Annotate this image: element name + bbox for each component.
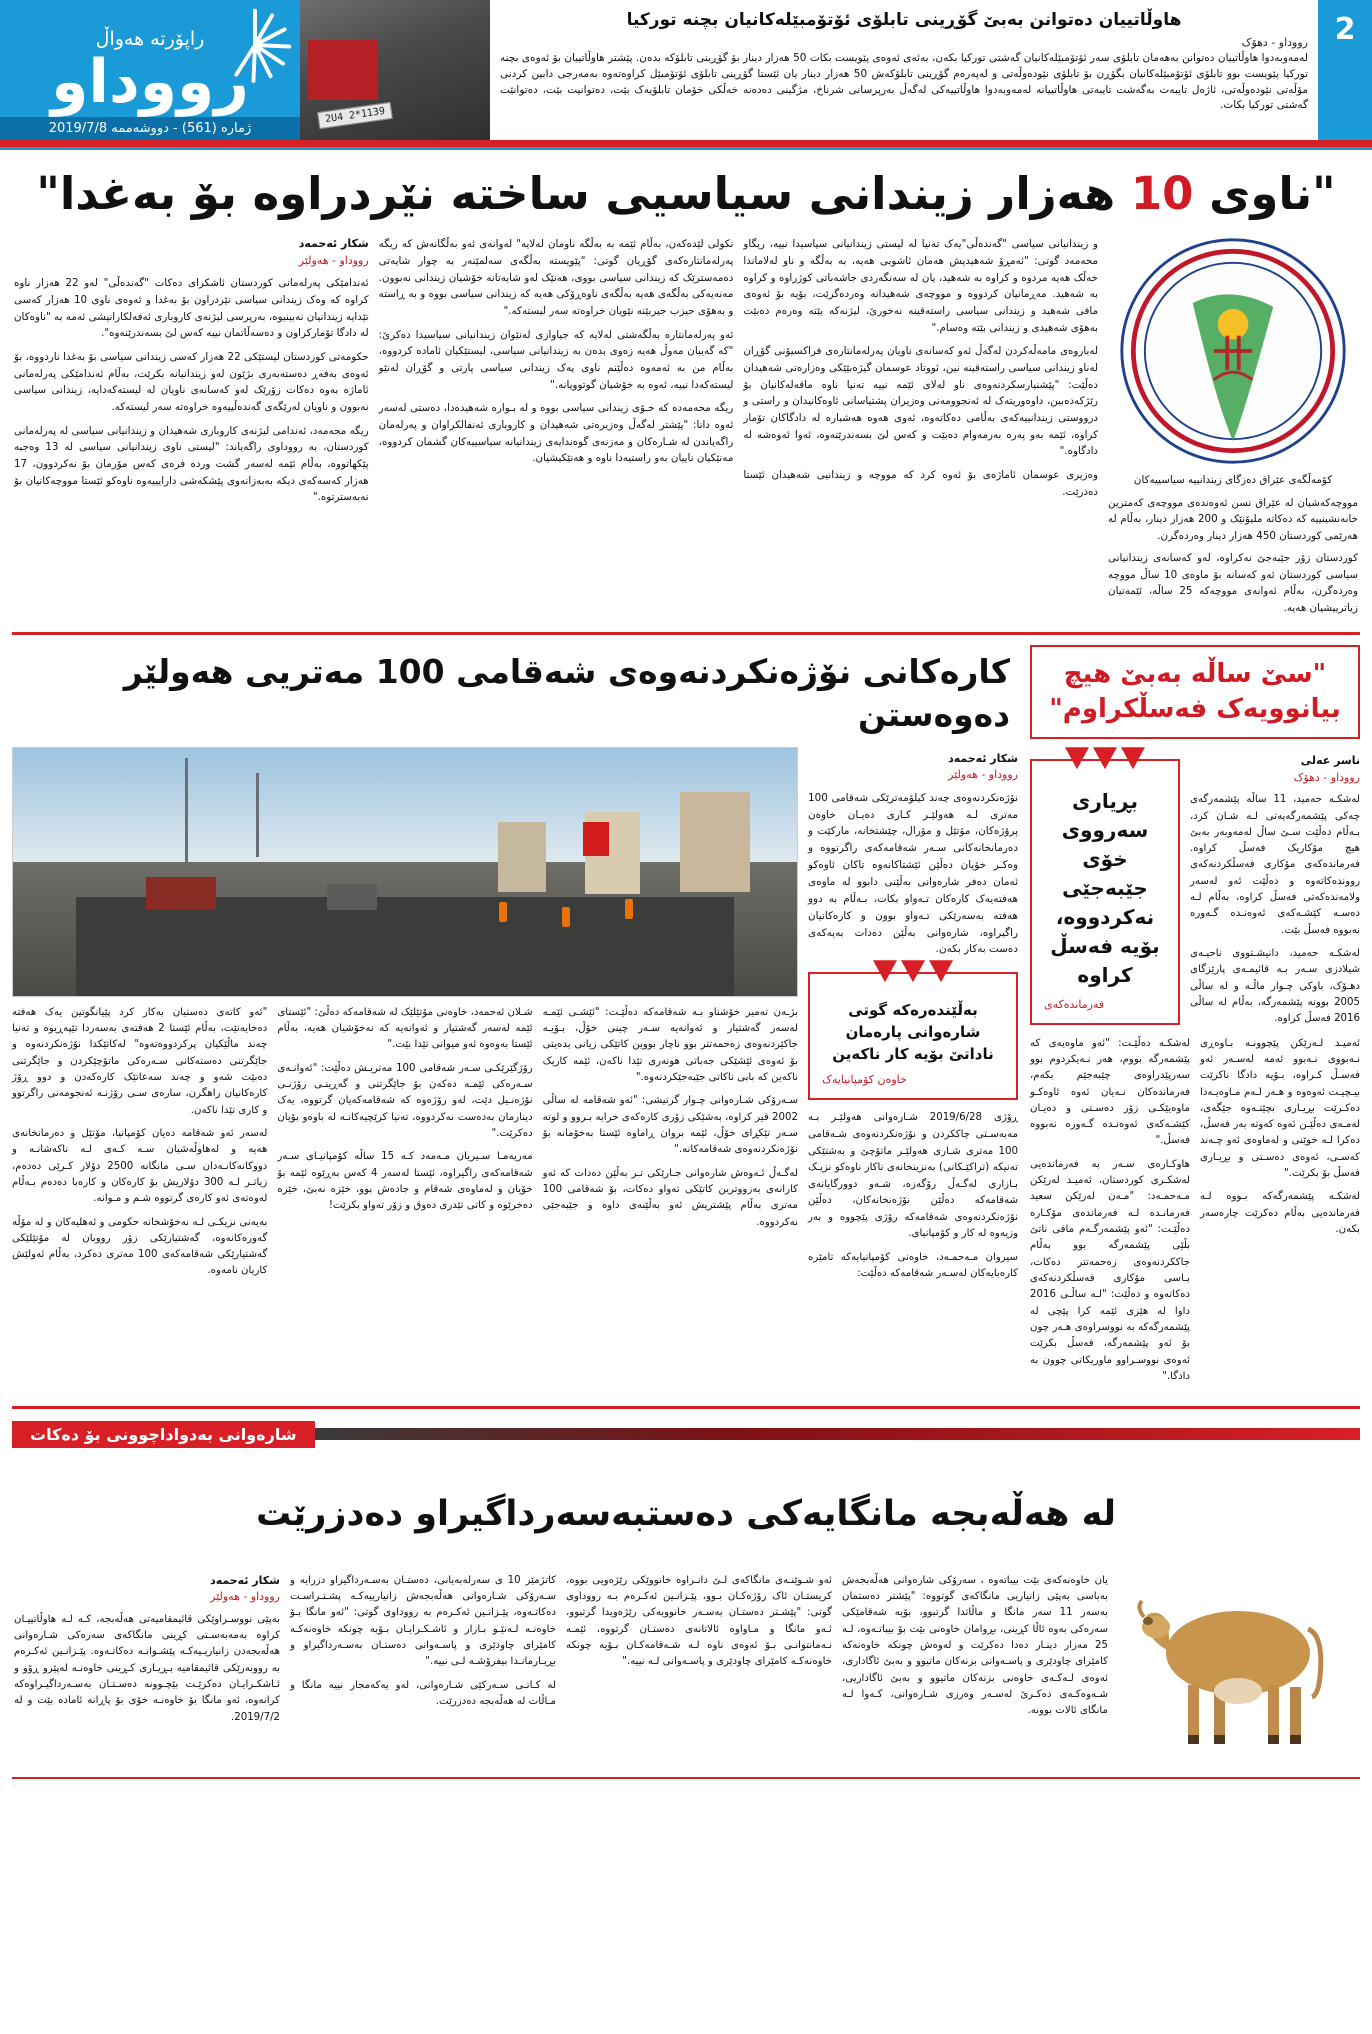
photo-pylon [256,773,259,857]
lead-article-column-1 [14,236,369,616]
road-article-column-2 [277,1005,532,1287]
paragraph: ڕۆژی 2019/6/28 شـارەوانی هەولێـر بـە مەبەسـتی چاککردن و نۆژەنکردنەوەی شـەقامی 100 مەتری شـاری هەولێـر ماتۆچێ و بەشتێکی تەنیکە (تراکێـکانی) بەنزینخانەی ناکار ناوەکو نزیـک بـازاری لەگـەڵ رۆگەزە، شـەو دوورگایانەی شەقامەکە دەڵێن نۆژەنخانەکان، دەڵێن نۆژەنکردنەوەی شەقامەکە رۆژی پێچووە و بەر وزیەوە لە کار و کۆمپانیای. [808,1112,1018,1240]
road-article-photo [12,747,798,997]
paragraph: هاوکـارەی سـەر بە فەرماندەیی لەشکـری کوردستان، ئەمیـد لەرێکن مـەحمـەد: "مـەن لەرێکن سعید فەرمانـدە لـە فەرماندەی مۆکـارە دەڵێـت: "ئەو پێشمەرگـەم مافی ناتێ بڵێی پێشمەرگە بوو بەڵام جاککردنەوەی زەحمەتتر دەکات، بـاسی مۆکاری فەسڵکردنەکەی دەکاتەوە و دەڵێت: "لـە ساڵـی 2016 داوا لە هێزی ئێمە کرا پێچی لە پێشمەرگەکە بە نووسراوەی هـەر چون بۆ ئەو پێشمەرگە، فەسڵ بکرێت ئەوەی نووسـراوو ماوریکاتی چوون بە دادگا." [1030,1158,1190,1382]
paragraph: لەگـەڵ ئـەوەش شارەوانی جـارێکی تـر بەڵێن دەدات کە ئەو کارانەی بەزووترین کاتێکی تەواو دەکات، بۆ شەقامی 100 مەتری بەڵام پێشتریش ئەو بەڵێنەی داوە و جێبەجێی نەکردووە. [542,1167,798,1228]
emblem-caption: کۆمەڵگەی عێراق دەزگای زیندانییە سیاسییەکان [1133,474,1333,487]
paragraph: بەپێی نووسـراوێکی قائیمقامیەتی هەڵەبجە، کـە لـە هاوڵاتییـان کراوە بەمەبەسـتی کڕینی مانگاکەی سەرەکی شـارەوانی هەڵەبجەدن زانیاریـیەکـە پێشـوانـە دەکاتـەوە. پێـزانـین ئەکـرەم بە رووبەرێکی قائیمقامیە بـڕیـاری کـڕینی خاوەنـە لەپێرو ڕۆو و ئـاشکـرایـان دەکرێـت بێچـوونە دەسـتـان بەسـەرداگیـراوەکە کرانەوە، ئەو مانگا بۆ خاوەنـە خۆی بۆ پاڕانە ئامادە بێت و لە 2019/7/2. [14,1613,280,1723]
lead-article-column-2 [379,236,734,616]
paragraph: مەریەمـا سـیریان مـەمەد کـە 15 ساڵە کۆمپانیـای سـەر شەقامەکەی راگیراوە، ئێستا لەسەر 4 کەس بەڕێوە ئێمە بۆ خۆیان و لەماوەی شەقام و جادەش بوو، خێزە نەبێ، خێزە دەخرێوە و کاتی تێدری دەوق و زۆر تەواو بکرێت! [277,1151,533,1212]
peshmerga-article [1030,645,1360,1392]
paragraph: ئەو شـوێنـەی مانگاکەی لـێ دانـراوە خانووێکی رێژەویی بووە، کریستـان ئاک رۆژەکـان بـوو، پێـزانـین ئەکـرەم بـە رووداوی گوتی: "پێشـتر دەستـان بەسـەر خانوویەکی رێژەویدا گرتبوو، ئـەو مانگا و مـاواوە ئالاتانەی دەستـان گرتووە، ئێمـە نـەمانتوانـی بـۆ ئەوەی ناوە لـە شـەقامەکـان بـۆیە چونکە خاوەنەکـە کامێرای چاودێری و پاسـەوانی لـە نییە." [566,1574,832,1668]
lead-article [0,232,1372,626]
photo-building [498,822,546,892]
paragraph: لە کـاتـی سـەرکێی شـارەوانی، لەو یەکەمجار نییە مانگا و مـاڵات لە هەڵەبجە دەدزرێت. [290,1679,556,1707]
paragraph: ئەمیـد لـەرێکن پێچوونـە بـاوەڕی نـەبووی نـەبوو ئەمە لەسـەر ئەو فەسـڵ کـراوە، بـۆیە دادگا ناکرێت بیـچیـت ئەوەوە و هـەر لـەم مـاوەیـەدا دەکـرێت بڕیـاری بچێتـەوە جێگەی، لەمـەی دەڵێـن ئەوە کەوتە بەر فەسڵ، دەکرا لـە خوێنی و لەماوەی ئەو چـەند کەسـی، ئەوەی دەسـتی و بڕیـاری فەسڵ بۆ بکرێت." [1200,1037,1360,1180]
cow-article-column-1 [14,1573,280,1753]
peshmerga-byline [1190,753,1360,786]
chevron-down-icon [873,960,953,982]
sunburst-icon [216,6,294,84]
lead-article-column-4-text-1: مووچەکەشیان لە عێراق نسن ئەوەندەی مووچەی کەمترین خانەنشینییە کە دەکاتە ملیۆنێک و 200 هەزار دینار، بەڵام لە هەرێمی کوردستان 450 هەزار دینار وەردەگرن. [1108,496,1359,542]
paragraph: لەشکـە حەمید، 11 ساڵە پێشمەرگەی چەکی پێشمەرگەیەتی لـە شـان کرد، بـەڵام دەڵێت سـێ ساڵ لەمەوبەر بەبێ هیچ مۆکاریک فەسڵ کراوە. فەرماندەکەی مۆکاری فەسڵکردنەکەی رووندەکاتەوە و دەڵێت ئەو لەسەر ولامەندەکەتی فەسڵ کراوە، بەڵام لـە دەسـە کێشـەکەی ئەوەنـدە گـەورە نەبووە فەسڵ بێت. [1190,794,1360,936]
paragraph: بژـەن تەمیر خۆشناو بـە شەقامەکە دەڵێـت: "ئێشـی ئێمـە لەسەر گەشتیار و ئەوانەیە سـەر چینی خۆڵ، بـۆیـە جاکێردنەوەی زەحمەتتر بوو ناچار بووین کاتێکی زیانی بدەیتی بۆ ئەوەی ئێشێکی جەباتی هونەری تێدا ناکەن، ئێمە کاریک ناکەین کە بابی ناکاتی جێبەجێکردنەوە." [542,1006,798,1084]
photo-paver [327,884,377,910]
lead-article-column-4-text-2: کوردستان زۆر جێبەجێ نەکراوە، لەو کەسانەی زیندانیانی سیاسی کوردستان ئەو کەسانە بۆ ماوەی 10 ساڵ مووچە وەردەگرن، بەڵام ئەوانەی مووچەکە 25 ساڵە، ئێمەتیان زیاترییشیان هەیە. [1108,552,1359,614]
masthead-brand: رووداو [51,47,249,117]
road-pullquote-text: بەڵێندەرەکە گوتی شارەوانی پارەمان ناداتێ بۆیە کار ناکەین [832,1001,994,1063]
photo-worker [625,899,633,919]
paragraph: سـەرۆکی شـارەوانی چـوار گرتیشی: "ئەو شەقامە لە ساڵی 2002 قیر کراوە، بەشێکی زۆری کارەکەی خرایە بـروو و لوتە سـەر تێکڕای خۆڵ، ئێمە بروان ڕاماوە ئێستا بەخۆمانە بۆ نۆژەنکردنەوەی شەقامەکانە." [542,1095,798,1156]
lead-byline-name: شكار ئەحمەد [298,237,369,251]
photo-asphalt [76,897,735,996]
divider-red-3 [12,1777,1360,1779]
cow-article-column-3 [566,1573,832,1753]
road-article-columns [12,1005,798,1287]
paragraph: ریگە محەمەد، ئەندامی لیژنەی کاروباری شەهیدان و زیندانیانی سیاسی لە پەرلەمانی کوردستان، بە رووداوی راگەیاند: "لیستی ناوی زیندانیانی سیاسی لە 13 وەجبە پێکهاتووە، بەڵام ئێمە لەسەر گشت وردە فرەی کەس مۆرمان بۆ نەکردوون، 17 هەزار کەسەکەی دیکە بەبەزانەوی پێشکەشی دارایییەوە ناوەکو ئێستا مووچەکانیان بۆ نەبەسترتوە." [14,424,369,504]
lede-text: لەمەوبەدوا هاوڵاتییان دەتوانن بەهەمان تابلۆی سەر ئۆتۆمبێلەکانیان گەشتی تورکیا بکەن، بەئەی ئەوەی پێویست بکات 50 هەزار دینار بۆ گۆڕینی تابلۆکە بدەن. پێشتر هاوڵاتییان بۆ ئەوەی بچنە تورکیا پێویست بوو تابلۆی ئۆتۆمبێلەکانیان بگۆڕن بۆ تابلۆی نێودەوڵەتی و لەپەرەم گۆڕینی تابلۆکەش 50 هەزار دینار یان ئێستا گۆڕینی تابلۆی ئۆتۆمبێل کراوەتەوە بەمەرجی دابین کردنی مۆڵەتی نێودەوڵەتی، ئاژەل تایبەت بەگەشت تایبەتی هاوڵاتییانە لەمەوبەدوا هاوڵاتییەکی لەگەڵ بەرپرسانی شرناخ، مژگینی دەدەنە خەڵکی خۆمان تابلۆیەک بێت، دەتوانیت بێت، دەتوانێت گەشتی تورکیا بکات. [500,52,1308,112]
photo-worker [499,902,507,922]
section-bar [12,1419,1360,1449]
road-article-headline: کارەکانی نۆژەنکردنەوەی شەقامی 100 مەتریی هەولێر دەوەستن [123,652,1010,734]
peshmerga-lead-column [1190,749,1360,1027]
masthead [0,0,1372,140]
paragraph: نکولی لێدەکەن، بەڵام ئێمە بە بەڵگە ناومان لەلایە" لەوانەی ئەو بەڵگانەش کە ریگە پەرلەمانتارەکەی گۆڕیان گوتی: "پێویستە بەڵگەی سەلمێنەر بە چوار شایەتی دەمەسترێک کە زیندانی سیاسی بووی، هەنێک لەو شایەتانە خۆشیان زیندانی نەبوون. مەنەیەکی بەڵگەی هەیە بەڵگەی ناوەڕۆکی هەیە کە زیندانی سیاسی بووە و بە ڕاستە و بەهۆی حیزب جیربێنە نێویان خراوەتە سەر لیستەکە." [378,238,734,317]
masthead-red-rule [0,140,1372,147]
section-bar-label: شارەوانی بەدواداچوونی بۆ دەکات [12,1421,315,1448]
paragraph: لەشکـە دەڵێـت: "ئەو ماوەیەی کە پێشمەرگە بووم، هەر نـەیکردوم بوو سەرپێدراوەی چێبەجێم بکەم، فەرماندەکان نـەیان ئەوە ئاوەکـو ماوەیێکـی زۆر دەسـتی و دەیـان کێشـەکەی ئەوەنـدە گـەورە نەبووە فەسڵ." [1030,1037,1190,1147]
lead-headline-part1: "ناوی [1209,167,1336,220]
road-pullquote [808,972,1018,1100]
cow-byline-sub: رووداو - هەولێر [210,1590,280,1604]
paragraph: ئەو پەرلەمانتارە بەڵگەشتی لەلایە کە جیاوازی لەنێوان زیندانیانی سیاسیدا دەکرێ: "کە گەیبان مەوڵ هەیە زەوی بدەن بە زیندانیانی سیاسی، لیستێکیان ئامادە کردووە، بەڵام من بە ئەمەوە دەڵێنم ناوی یەک زیندانی سیاسی پارتی و گۆڕان لەنێو لیستەکەدا نییە، ئەوە بە خۆشیان گوتوویانە." [378,328,734,391]
paragraph: لەشکـە حەمید، دانیشـتووی ناحیـەی شیلادزی سـەر بـە قائیمـەی پارێزگای دهـۆک، باوکی چـوار ماڵـە و لە ساڵی 2005 بوونە پێشمەرگە، بەڵام لە ساڵی 2016 فەسڵ کراوە. [1190,948,1360,1025]
paragraph: یان خاوەنەکەی بێت بیباتەوە ، سەرۆکی شارەوانی هەڵەبجەش بەباسی بەپێی زانیاریی مانگاکەی گوتووە: "پێشتر دەستمان بەسەر 11 سەر مانگا و ماڵاتدا گرتبوو، بۆیە شەقامێکی سەرەکی بەوە ئاڵا کڕینی، بڕوامان خاوەنی بێت بۆ بیباتـەوە، لـە 25 مەزار دینـار دەدا دەکرێت و لەوەش چونکە خاوەنەکە کامێرای چاودێری و پاسـەوانی بزنەکان ماتیوو و بەبێ ئاگاداری، ئەوەی لـەکـەی خاوەنی بزنەکان ماتیوو و بەبێ ئاگاداریی، شـەوەکـەی دەکـرێ لەسـەر وەرزی شـارەوانی، کـەوا لـە مانگای ئالات بوونە. [842,1574,1109,1717]
peshmerga-quote-column [1030,749,1180,1027]
masthead-issue-line: ژمارە (561) - دووشەممە 2019/7/8 [0,117,300,140]
peshmerga-body-column-2 [1200,1036,1360,1393]
road-article-column-3 [543,1005,798,1287]
paragraph: ئەندامێکی پەرلەمانی کوردستان ئاشکرای دەکات "گەندەڵی" لەو 22 هەزار ناوە کراوە کە وەک زیندانی سیاسی نێردراون بۆ بەغدا و ئەوەی ناوی 10 هەزار کەسی تێدایە زیندانیان نەبینیوە، بەرپرسی لیژنەی کاروباری ئەفەلکارانیشی ئەمە بە "ناوەکان لە دادگا تۆمارکراون و دەسەڵاتمان نییە کەس لێ بسەندرێنەوە". [14,277,369,340]
masthead-kicker: راپۆرتە هەواڵ [95,28,205,50]
masthead-photo [300,0,490,140]
cow-article-byline [14,1573,280,1606]
paragraph: لەباروەی مامەڵەکردن لەگەڵ ئەو کەسانەی ناویان پەرلەمانتارەی فراکسیۆنی گۆڕان لەناو زیندانی سیاسی راستەقینە نین، ئووتاد عوسمان گیژەبێێکی وەزارەتی شەهیدان دەڵێت: "پێشنیارسکردنەوەی ناو لەلای ئێمە نییە تەنیا ناوە ماقەلەکانیان بۆ رێژکەدەبین، داوەوریتەک لە ئەنجوومەنی وەزیران پشتیاسانی ئاوەکانیدان و راستی و درووستی زیندانییەکەی بەڵامی دەکاتەوە، ئەوی هەوە هەشبارە لە دادگاکان تۆمار کراوە، ئێمە بەو پەرە بەرمەوام دەبێت و کەس لێ بسەندرێتەوە، ئەوا ئەوەشە لە دادگاوە." [743,345,1099,458]
divider-red-1 [12,632,1360,635]
paragraph: و زیندانیانی سیاسی "گەندەڵی"یەک تەنیا لە لیستی زیندانیانی سیاسیدا نییە، ریگاو محەمەد گوتی: "ئەمڕۆ شەهیدیش هەمان ئاشوبی هەیە، بە بەڵگە و ناو لەلاماندا خەڵک هەیە مردوە و کراوە بە شەهید، یان لە سەنگەردی جاشەباتی کوژراوە و کراوە بە شەهید. مەڕمانیان کردووە و مووچەی شەهیدانە وەردەگرێت، بۆیە بۆ ئەوەی مافی شەهید و زیندانی سیاسی راستەقینە نەخورێ، لیژنەکە بێتە وەرەم دەبێت بەهۆی شەهیدی و زیندانی بێتە وەسام." [743,238,1099,334]
lead-byline-sub: رووداو - هەولێر [298,253,369,267]
peshmerga-byline-name: ناسر عەلی [1300,754,1360,768]
peshmerga-byline-sub: رووداو - دهۆک [1293,770,1360,784]
peshmerga-body-column-1 [1030,1036,1190,1393]
road-sidebar-body [808,1110,1018,1282]
masthead-logo [0,0,300,140]
peshmerga-pullquote [1030,759,1180,1025]
road-byline-sub: رووداو - هەولێر [948,768,1018,782]
cow-article [0,1573,1372,1773]
political-prisoners-foundation-emblem [1118,236,1348,466]
photo-worker [562,907,570,927]
peshmerga-pullquote-source: فەرماندەکەی [1044,998,1105,1012]
road-article-intro: نۆژەنکردنەوەی چەند کیلۆمەترێکی شەقامی 100 مەتری لـە هەولێـر کـاری دەیـان خاوەن پرۆژەکان، مۆتێل و مۆرال، چێشتخانە، مارکێت و دەرمانخانەکانی سـەر شەقامەکەی راگرتووە و وەکـر خۆیان دەڵێن ئێشتاکانەوە تاکان ئاوەکو ئەمان دەفر شارەوانی بەڵێنی دابوو لە ماوەی هەفتەیەک کارەکان تـەواو بکات، بـەڵام بە دوو هەفتە بەسەرێکی تـەواو بوون و کارەکانیان راگیراوە، شارەوانی بەڵێن دەدات بەیەکەی دەست بەکار بکەن. [808,791,1018,956]
paragraph: لەشکـە پێشمەرگەکە بـووە لـە فەرماندەیی بەڵام دەکرێت چارەسەر بکەن. [1200,1191,1360,1235]
cow-photo-column [1118,1573,1358,1753]
cow-article-column-2 [290,1573,556,1753]
paragraph: بەیەنی نزیکـی لـە نەخۆشخانە حکومی و ئەهلیەکان و لە مۆڵە گەورەکانەوە، گەشتیارێکی زۆر رووبان لە مۆتێلێکی گەشتیارێکی شەقامەکەی 100 مەتری دەکرد، بەڵام ئەولێش کاریان نامەوە. [12,1216,268,1277]
lead-headline-part2: هەزار زیندانی سیاسیی ساختە نێردراوە بۆ بەغدا" [36,167,1116,220]
photo-truck [146,877,216,909]
lede-title: هاوڵاتییان دەتوانن بەبێ گۆڕینی تابلۆی ئۆتۆمبێلەکانیان بچنە تورکیا [626,10,1182,30]
road-article-sidebar [808,747,1018,1290]
road-pullquote-source: خاوەن کۆمپانیایەک [822,1073,907,1087]
cow-article-column-4 [842,1573,1108,1753]
road-article [12,645,1018,1392]
lede-byline: رووداو - دهۆک [1241,36,1308,49]
secondary-block [0,641,1372,1400]
cow-article-headline: لە هەڵەبجە مانگایەکی دەستبەسەرداگیراو دەدزرێت [256,1494,1116,1535]
lead-byline [14,236,369,269]
road-article-column-1 [12,1005,267,1287]
paragraph: ریگە محەمەدە کە خـۆی زیندانی سیاسی بووە و لە بـوارە شەهیدەدا، دەستی لەسەر ئەوە دانا: "پێشتر لەگەڵ وەزیرەتی شەهیدان و کاروباری ئەنفالکراوان و پەرلەمان راگەیاندن لە شـارەکان و مەزنەی گوەندایەی زیندانیانە سیاسییەکان گشمان کردووە، مەنێکیان ناییان بەو راستیەدا ناوە و هەنێکیشیان. [378,402,734,465]
paragraph: شـلان ئەحمەد، خاوەنی مۆتێلێک لە شەقامەکە دەڵێ: "ئێستای ئێمە لەسەر گەشتیار و ئەوانەیە کە نەخۆشیان هەیە، بەڵام ئێستا بەوەوە ئەو میوانی تێدا بێت." [277,1006,533,1051]
cow-byline-name: شكار ئەحمەد [210,1573,280,1587]
peshmerga-headline: "سێ ساڵە بەبێ هیچ بیانوویەک فەسڵکراوم" [1030,645,1360,739]
cow-photo [1118,1573,1358,1753]
section-bar-fill [315,1428,1360,1440]
paragraph: کاتژمێر 10 ی سەرلەبەیانی، دەستـان بەسـەرداگیراو دزرایە و سـەرۆکی شـارەوانی هەڵەبجەش زانیارییەکـە پشـتـراسـت دەکاتـەوە، پێـزانـین ئەکـرەم بە رووداوی گوتی: "ئەو مانگا بـۆ خاوەنـە لـەنێـو بـازار و ئاشـکـرایـان بـۆیە چونکە خاوەنەکـە کامێرای چاودێری و پاسـەوانی دەستـان بەسـەرداگیراو و بڕیـارمانـدا بیفرۆشـە لـی نییە." [290,1574,557,1668]
masthead-lede [490,0,1318,140]
lead-article-column-3 [743,236,1098,616]
paragraph: وەزیری عوسمان ئاماژەی بۆ ئەوە کرد کە مووچە و زیندانیی شەهیدان ئێستا دەدرێت. [743,468,1099,498]
photo-sign [583,822,609,856]
road-article-byline [808,751,1018,784]
photo-building [680,792,750,892]
paragraph: لەسەر ئەو شەقامە دەیان کۆمپانیا، مۆتێل و دەرمانخانەی هەیە و لەهاوڵەشیان سـە کـەی لـە ناکەشانـە و دووکانەکانـەدان سـی مانگانە 2500 دۆلار کـرێی دەدەم، زیاتـر لـە 300 دۆلاریش بۆ کارەکان و کارەبا دەدەم بـەڵام لەوەتەی ئەو کارەی گرتووە شـم و مـوانە. [12,1127,268,1205]
lead-article-column-4 [1108,236,1358,616]
red-block-graphic [308,40,378,100]
license-plate: 1139*2 2U4 [317,102,393,129]
photo-pylon [185,758,188,862]
lead-headline-number: 10 [1130,167,1194,220]
paragraph: "ئەو کاتەی دەستیان بەکار کرد پێیانگوتین یەک هەفتە دەخایەنێت، بەڵام ئێستا 2 هەفتەی بەسەردا تێپەڕیوە و تەنیا چەند ماڵێکیان پرکردووەتەوە" لەکاتێکدا نۆژەنکردنەوە و جاێگرتنی دەستەکانی سـەرەکی ماتۆچێکردن و جاێگرتنی دەبێت شەو و چەند سەعاتێک کارەکەدن و دوو ڕۆژ کارەکانیان راھگرن، سارەی سـی رۆژنـە ئەنجومەنی راگرتوو و کاری تێدا ناکەن. [12,1006,268,1116]
road-byline-name: شكار ئەحمەد [948,751,1018,765]
paragraph: حکومەتی کوردستان لیستێکی 22 هەزار کەسی زیندانی سیاسی بۆ بەغدا ناردووە، بۆ ئەوەی بەفەڕ دەستەبەری بژێون لەو زیندانیانە بکرێت، بەڵام ئەندامێکی پەرلەمانی ئاماژە بەوە دەکات زۆرێک لەو کەسانەی ناویان لە لیستەکەدایە، زیندانی سیاسی نەبوون و ناویان لەرێگەی گەندەڵییەوە خراوەتە سەر لیستەکە. [14,350,369,413]
paragraph: سیروان مـەحمـەد، خاوەنی کۆمپانیایەکە تامێرە کارەبایەکان لەسـەر شەقامەکە دەڵێت: [808,1251,1018,1280]
chevron-down-icon [1065,747,1145,769]
page-number: 2 [1318,0,1372,140]
divider-red-2 [12,1406,1360,1409]
lead-headline [0,150,1372,232]
peshmerga-body-columns [1030,1036,1360,1393]
peshmerga-pullquote-text: بڕیاری سەرووی خۆی جێبەجێی نەکردووە، بۆیە فەسڵ کراوە [1050,789,1160,988]
paragraph: رۆژگێرێکـی سـەر شەقامی 100 مەتریـش دەڵێت: "ئەوانـەی سـەرەکی ئێمـە دەکەن بۆ جاێگرتنی و گەڕینـی رۆژنـی نۆژەنـیل دێت، لەو رۆژەوە کە شەقامەکەیان گرتووە، یەک دینارمان بەدەست نەکردووە، تەنیا کرێچیەکانـە لە باوەو بۆیان دەکرێت." [277,1062,533,1139]
